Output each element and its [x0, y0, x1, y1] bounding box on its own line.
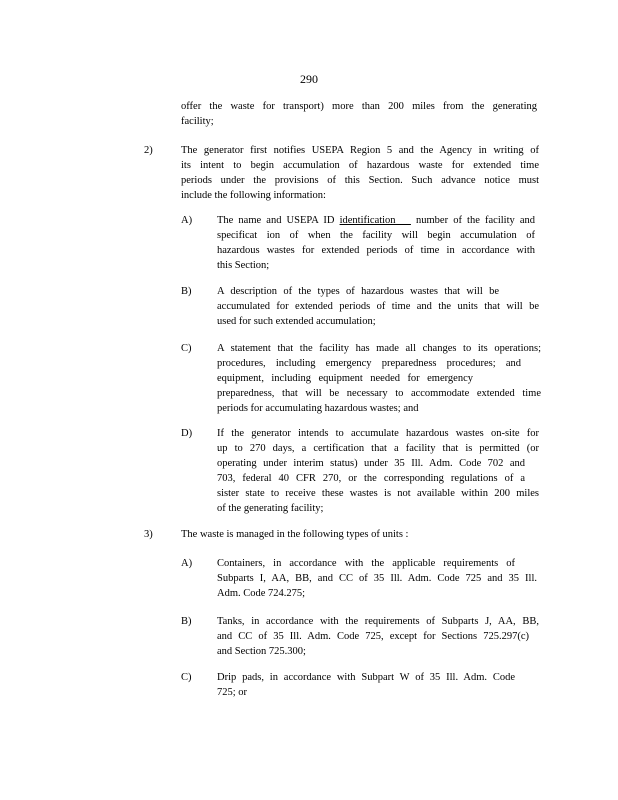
text-line: specificat ion of when the facility will begin accumulation of [217, 230, 535, 241]
text-line: The generator first notifies USEPA Region 5 and the Agency in writing of [181, 145, 539, 156]
text-line: A description of the types of hazardous wastes that will be [217, 286, 499, 297]
text-line: offer the waste for transport) more than 200 miles from the generating [181, 101, 537, 112]
text-line: periods under the provisions of this Section. Such advance notice must [181, 175, 539, 186]
text-line: The waste is managed in the following types of units : [181, 529, 409, 540]
text-line: Containers, in accordance with the applicable requirements of [217, 558, 515, 569]
text-line: include the following information: [181, 190, 326, 201]
subitem-paragraph [217, 284, 539, 329]
text-line: used for such extended accumulation; [217, 316, 376, 327]
subitem-marker: A) [181, 558, 193, 569]
text-line: preparedness, that will be necessary to accommodate extended time [217, 388, 541, 399]
text-line: Adm. Code 724.275; [217, 588, 306, 599]
text-line: If the generator intends to accumulate hazardous wastes on-site for [217, 428, 539, 439]
text-line: hazardous wastes for extended periods of time in accordance with [217, 245, 535, 256]
text-line: up to 270 days, a certification that a facility that is permitted (or [217, 443, 539, 454]
page-number: 290 [300, 72, 318, 86]
item-marker: 3) [144, 529, 153, 540]
text-line: facility; [181, 116, 214, 127]
continuation-paragraph [181, 99, 537, 129]
subitem-marker: B) [181, 286, 192, 297]
subitem-marker: D) [181, 428, 193, 439]
subitem-marker: A) [181, 215, 193, 226]
text-line: accumulated for extended periods of time and the units that will be [217, 301, 539, 312]
text-line: Tanks, in accordance with the requirements of Subparts J, AA, BB, [217, 616, 539, 627]
text-line: Drip pads, in accordance with Subpart W of 35 Ill. Adm. Code [217, 672, 515, 683]
subitem-paragraph [217, 556, 537, 601]
text-line: equipment, including equipment needed for emergency [217, 373, 473, 384]
text-line: its intent to begin accumulation of hazardous waste for extended time [181, 160, 539, 171]
text-line: 725; or [217, 687, 248, 698]
text-line: this Section; [217, 260, 270, 271]
subitem-paragraph [217, 213, 535, 273]
subitem-marker: C) [181, 343, 192, 354]
text-line: A statement that the facility has made all changes to its operations; [217, 343, 541, 354]
item-marker: 2) [144, 145, 153, 156]
subitem-marker: B) [181, 616, 192, 627]
text-line: and Section 725.300; [217, 646, 306, 657]
text-line: and CC of 35 Ill. Adm. Code 725, except for Sections 725.297(c) [217, 631, 529, 642]
item-paragraph [181, 527, 541, 542]
subitem-paragraph [217, 426, 539, 516]
subitem-marker: C) [181, 672, 192, 683]
text-line: sister state to receive these wastes is not available within 200 miles [217, 488, 539, 499]
text-line: 703, federal 40 CFR 270, or the corresponding regulations of a [217, 473, 525, 484]
text-line: The name and USEPA ID identification number of the facility and [217, 215, 536, 226]
text-line: procedures, including emergency preparedness procedures; and [217, 358, 521, 369]
text-line: periods for accumulating hazardous wastes; and [217, 403, 419, 414]
subitem-paragraph [217, 341, 541, 416]
text-line: operating under interim status) under 35 Ill. Adm. Code 702 and [217, 458, 525, 469]
text-line: of the generating facility; [217, 503, 324, 514]
text-line: Subparts I, AA, BB, and CC of 35 Ill. Adm. Code 725 and 35 Ill. [217, 573, 537, 584]
subitem-paragraph [217, 614, 539, 659]
item-paragraph [181, 143, 539, 203]
subitem-paragraph [217, 670, 515, 700]
